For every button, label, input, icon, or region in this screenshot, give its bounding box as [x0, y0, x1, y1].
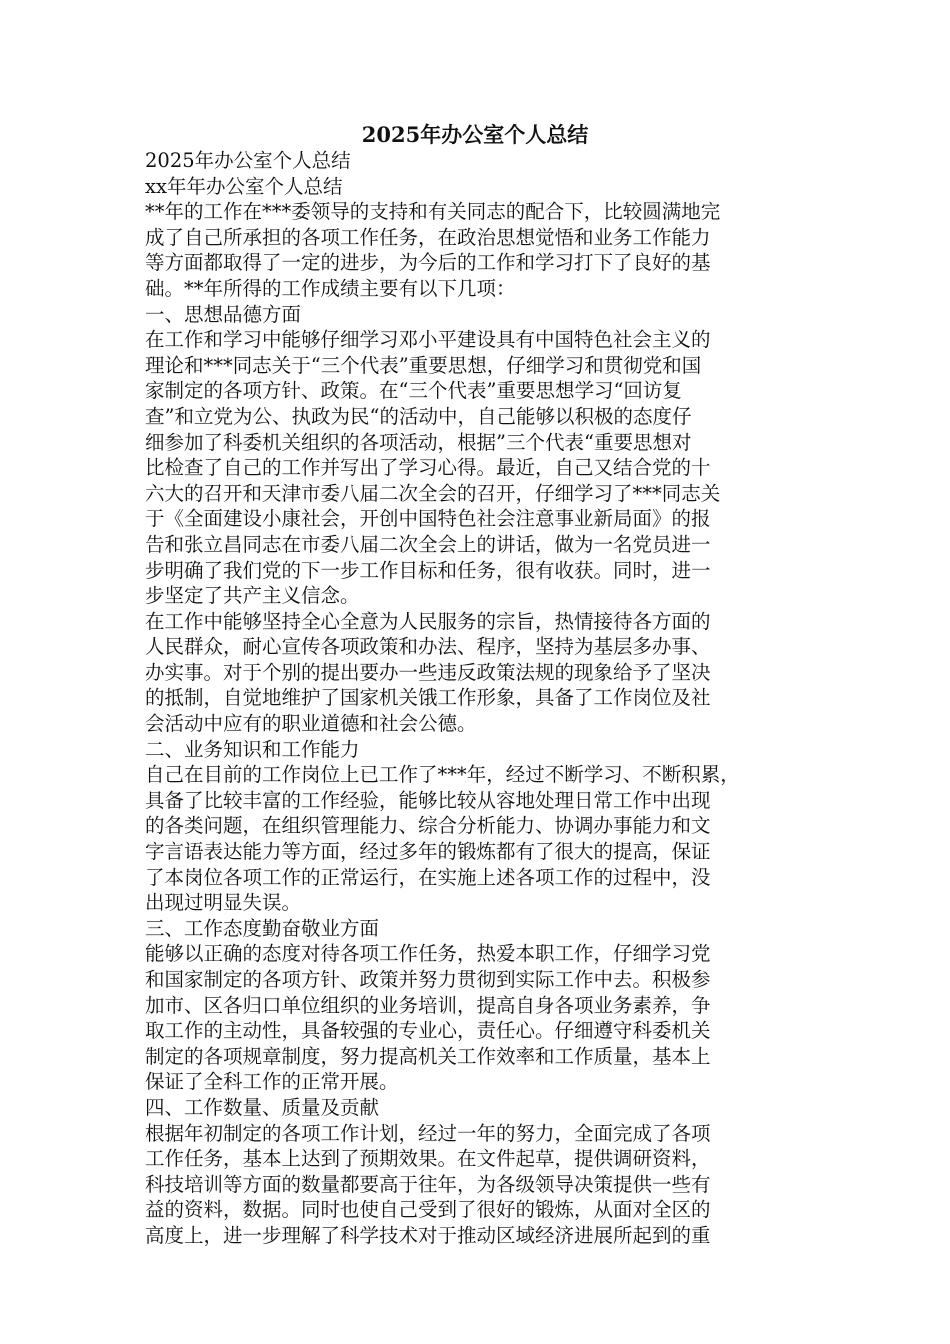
document-line: 的抵制，自觉地维护了国家机关饿工作形象，具备了工作岗位及社 [145, 686, 711, 710]
document-line: 和国家制定的各项方针、政策并努力贯彻到实际工作中去。积极参 [145, 968, 711, 991]
document-line: 步坚定了共产主义信念。 [145, 584, 360, 608]
document-line: 保证了全科工作的正常开展。 [145, 1070, 399, 1094]
document-line: 办实事。对于个别的提出要办一些违反政策法规的现象给予了坚决 [145, 660, 711, 684]
document-line: 六大的召开和天津市委八届二次全会的召开，仔细学习了***同志关 [145, 481, 721, 505]
document-line: 制定的各项规章制度，努力提高机关工作效率和工作质量，基本上 [145, 1044, 711, 1068]
document-line: 二、业务知识和工作能力 [145, 737, 360, 761]
document-line: 的各类问题，在组织管理能力、综合分析能力、协调办事能力和文 [145, 814, 711, 838]
document-line: 根据年初制定的各项工作计划，经过一年的努力，全面完成了各项 [145, 1121, 711, 1145]
document-body [145, 148, 815, 1249]
document-line: xx年年办公室个人总结 [145, 174, 343, 198]
document-line: 高度上，进一步理解了科学技术对于推动区域经济进展所起到的重 [145, 1223, 711, 1247]
document-line: 三、工作态度勤奋敬业方面 [145, 916, 380, 940]
document-line: 步明确了我们党的下一步工作目标和任务，很有收获。同时，进一 [145, 558, 711, 582]
document-line: 字言语表达能力等方面，经过多年的锻炼都有了很大的提高，保证 [145, 840, 711, 864]
document-line: 等方面都取得了一定的进步，为今后的工作和学习打下了良好的基 [145, 251, 711, 275]
document-line: 在工作中能够坚持全心全意为人民服务的宗旨，热情接待各方面的 [145, 609, 711, 633]
document-line: 告和张立昌同志在市委八届二次全会上的讲话，做为一名党员进一 [145, 532, 711, 556]
document-line: 取工作的主动性，具备较强的专业心，责任心。仔细遵守科委机关 [145, 1019, 711, 1043]
document-line: 理论和***同志关于“三个代表”重要思想，仔细学习和贯彻党和国 [145, 353, 702, 377]
document-line: 比检查了自己的工作并写出了学习心得。最近，自己又结合党的十 [145, 456, 711, 480]
document-line: 查”和立党为公、执政为民“的活动中，自己能够以积极的态度仔 [145, 404, 692, 428]
document-line: 出现过明显失误。 [145, 891, 302, 915]
document-line: 益的资料，数据。同时也使自己受到了很好的锻炼，从面对全区的 [145, 1198, 711, 1222]
document-line: 具备了比较丰富的工作经验，能够比较从容地处理日常工作中出现 [145, 788, 711, 812]
document-line: 细参加了科委机关组织的各项活动，根据”三个代表“重要思想对 [145, 430, 692, 454]
document-line: 成了自己所承担的各项工作任务，在政治思想觉悟和业务工作能力 [145, 225, 711, 249]
document-line: 自己在目前的工作岗位上已工作了***年，经过不断学习、不断积累， [145, 763, 740, 787]
document-line: 于《全面建设小康社会，开创中国特色社会注意事业新局面》的报 [145, 507, 711, 531]
document-line: 在工作和学习中能够仔细学习邓小平建设具有中国特色社会主义的 [145, 328, 711, 352]
document-line: 2025年办公室个人总结 [145, 149, 351, 172]
document-line: 会活动中应有的职业道德和社会公德。 [145, 712, 477, 736]
document-line: 加市、区各归口单位组织的业务培训，提高自身各项业务素养，争 [145, 993, 711, 1017]
document-line: 人民群众，耐心宣传各项政策和办法、程序，坚持为基层多办事、 [145, 635, 711, 659]
document-line: 科技培训等方面的数量都要高于往年，为各级领导决策提供一些有 [145, 1172, 711, 1196]
document-line: **年的工作在***委领导的支持和有关同志的配合下，比较圆满地完 [145, 200, 721, 224]
document-line: 家制定的各项方针、政策。在“三个代表”重要思想学习“回访复 [145, 379, 682, 403]
document-line: 一、思想品德方面 [145, 302, 302, 326]
document-line: 了本岗位各项工作的正常运行，在实施上述各项工作的过程中，没 [145, 865, 711, 889]
document-line: 础。**年所得的工作成绩主要有以下几项： [145, 276, 516, 300]
document-line: 工作任务，基本上达到了预期效果。在文件起草，提供调研资料， [145, 1147, 711, 1171]
document-line: 能够以正确的态度对待各项工作任务，热爱本职工作，仔细学习党 [145, 942, 711, 966]
document-line: 四、工作数量、质量及贡献 [145, 1095, 380, 1119]
document-title: 2025年办公室个人总结 [361, 122, 589, 147]
